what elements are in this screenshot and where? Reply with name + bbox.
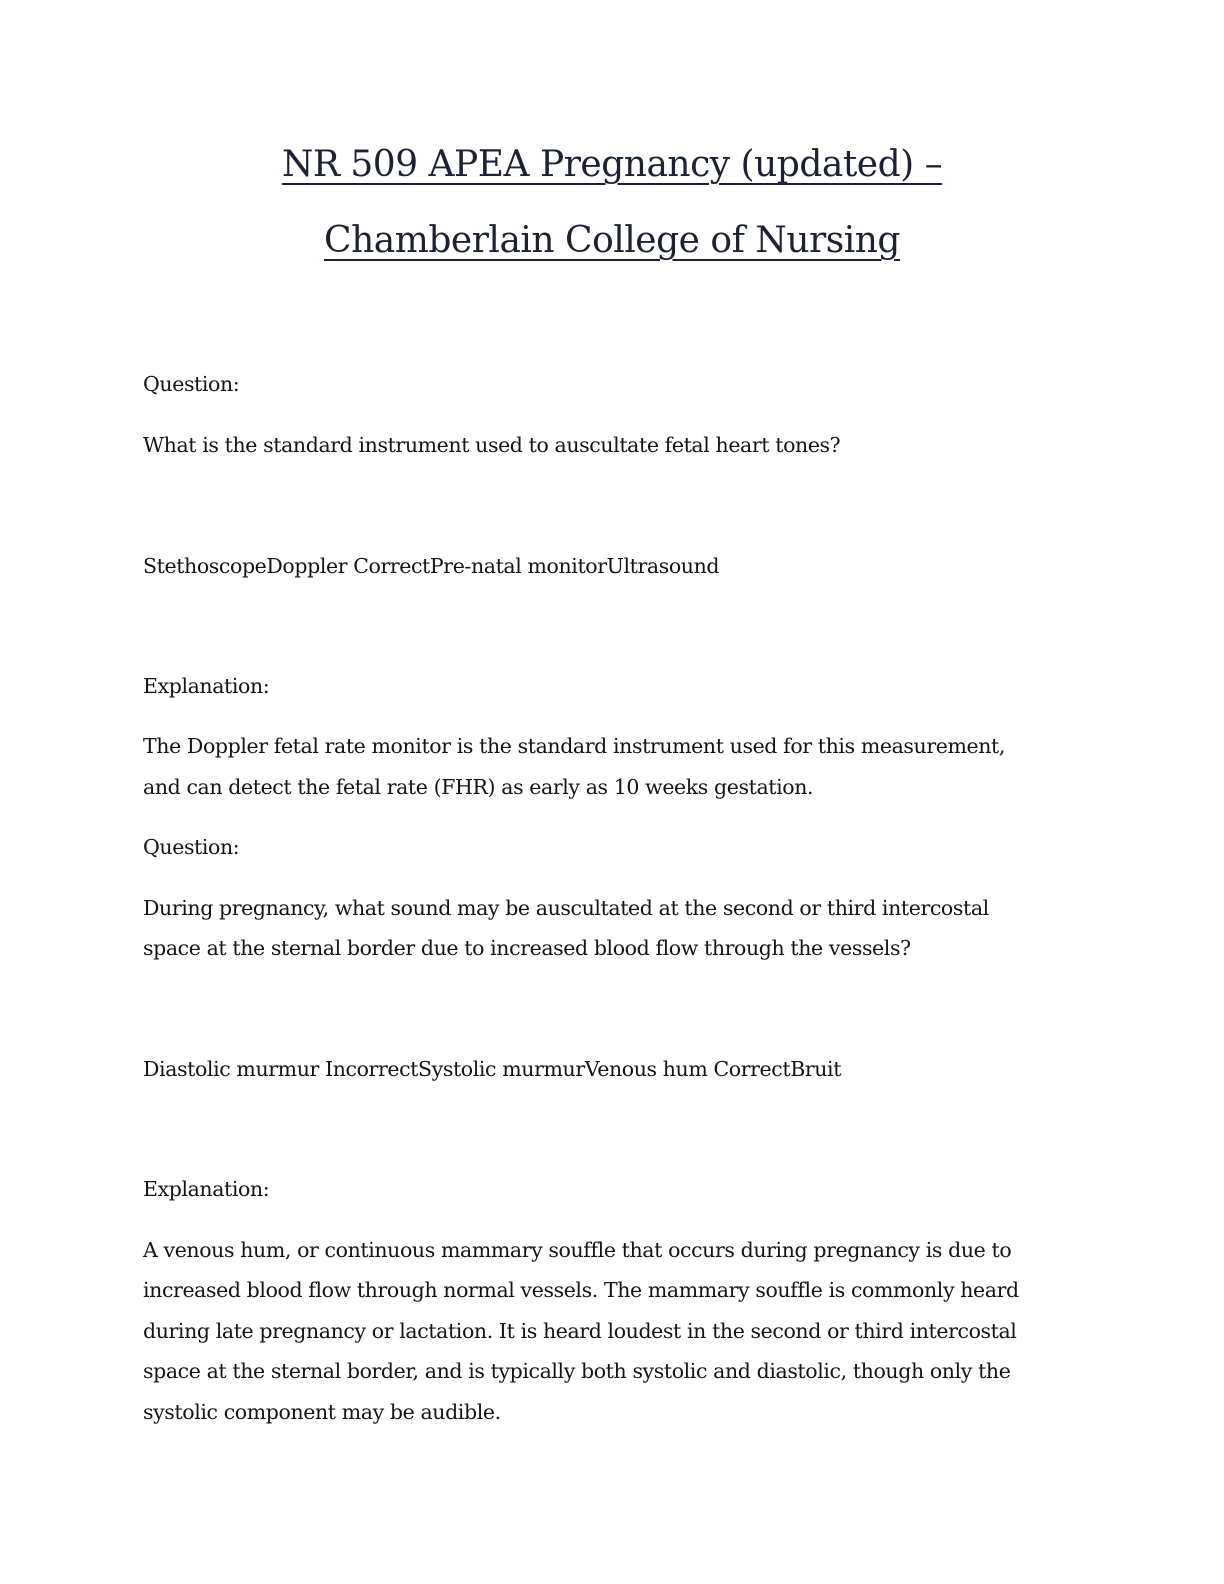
- question-2-text-line-1: During pregnancy, what sound may be auscultated at the second or third intercostal: [143, 896, 989, 920]
- question-1-explanation-line-2: and can detect the fetal rate (FHR) as early as 10 weeks gestation.: [143, 775, 814, 799]
- question-2-explanation-label: Explanation:: [143, 1177, 270, 1201]
- question-2-explanation-line-5: systolic component may be audible.: [143, 1400, 501, 1424]
- question-1-options: StethoscopeDoppler CorrectPre-natal monitorUltrasound: [143, 554, 720, 578]
- document-title-line-1: NR 509 APEA Pregnancy (updated) –: [281, 144, 943, 185]
- question-2-label: Question:: [143, 835, 240, 859]
- question-2-options: Diastolic murmur IncorrectSystolic murmurVenous hum CorrectBruit: [143, 1057, 842, 1081]
- question-2-explanation-line-2: increased blood flow through normal vessels. The mammary souffle is commonly heard: [143, 1278, 1019, 1302]
- question-2-explanation-line-3: during late pregnancy or lactation. It is heard loudest in the second or third intercostal: [143, 1319, 1017, 1343]
- question-1-explanation-label: Explanation:: [143, 674, 270, 698]
- question-1-explanation-line-1: The Doppler fetal rate monitor is the standard instrument used for this measurement,: [143, 734, 1005, 758]
- question-1-label: Question:: [143, 372, 240, 396]
- document-title-line-2: Chamberlain College of Nursing: [324, 220, 900, 261]
- question-2-text-line-2: space at the sternal border due to increased blood flow through the vessels?: [143, 936, 911, 960]
- question-1-text: What is the standard instrument used to auscultate fetal heart tones?: [143, 433, 841, 457]
- question-2-explanation-line-4: space at the sternal border, and is typically both systolic and diastolic, though only the: [143, 1359, 1011, 1383]
- question-2-explanation-line-1: A venous hum, or continuous mammary souffle that occurs during pregnancy is due to: [143, 1238, 1012, 1262]
